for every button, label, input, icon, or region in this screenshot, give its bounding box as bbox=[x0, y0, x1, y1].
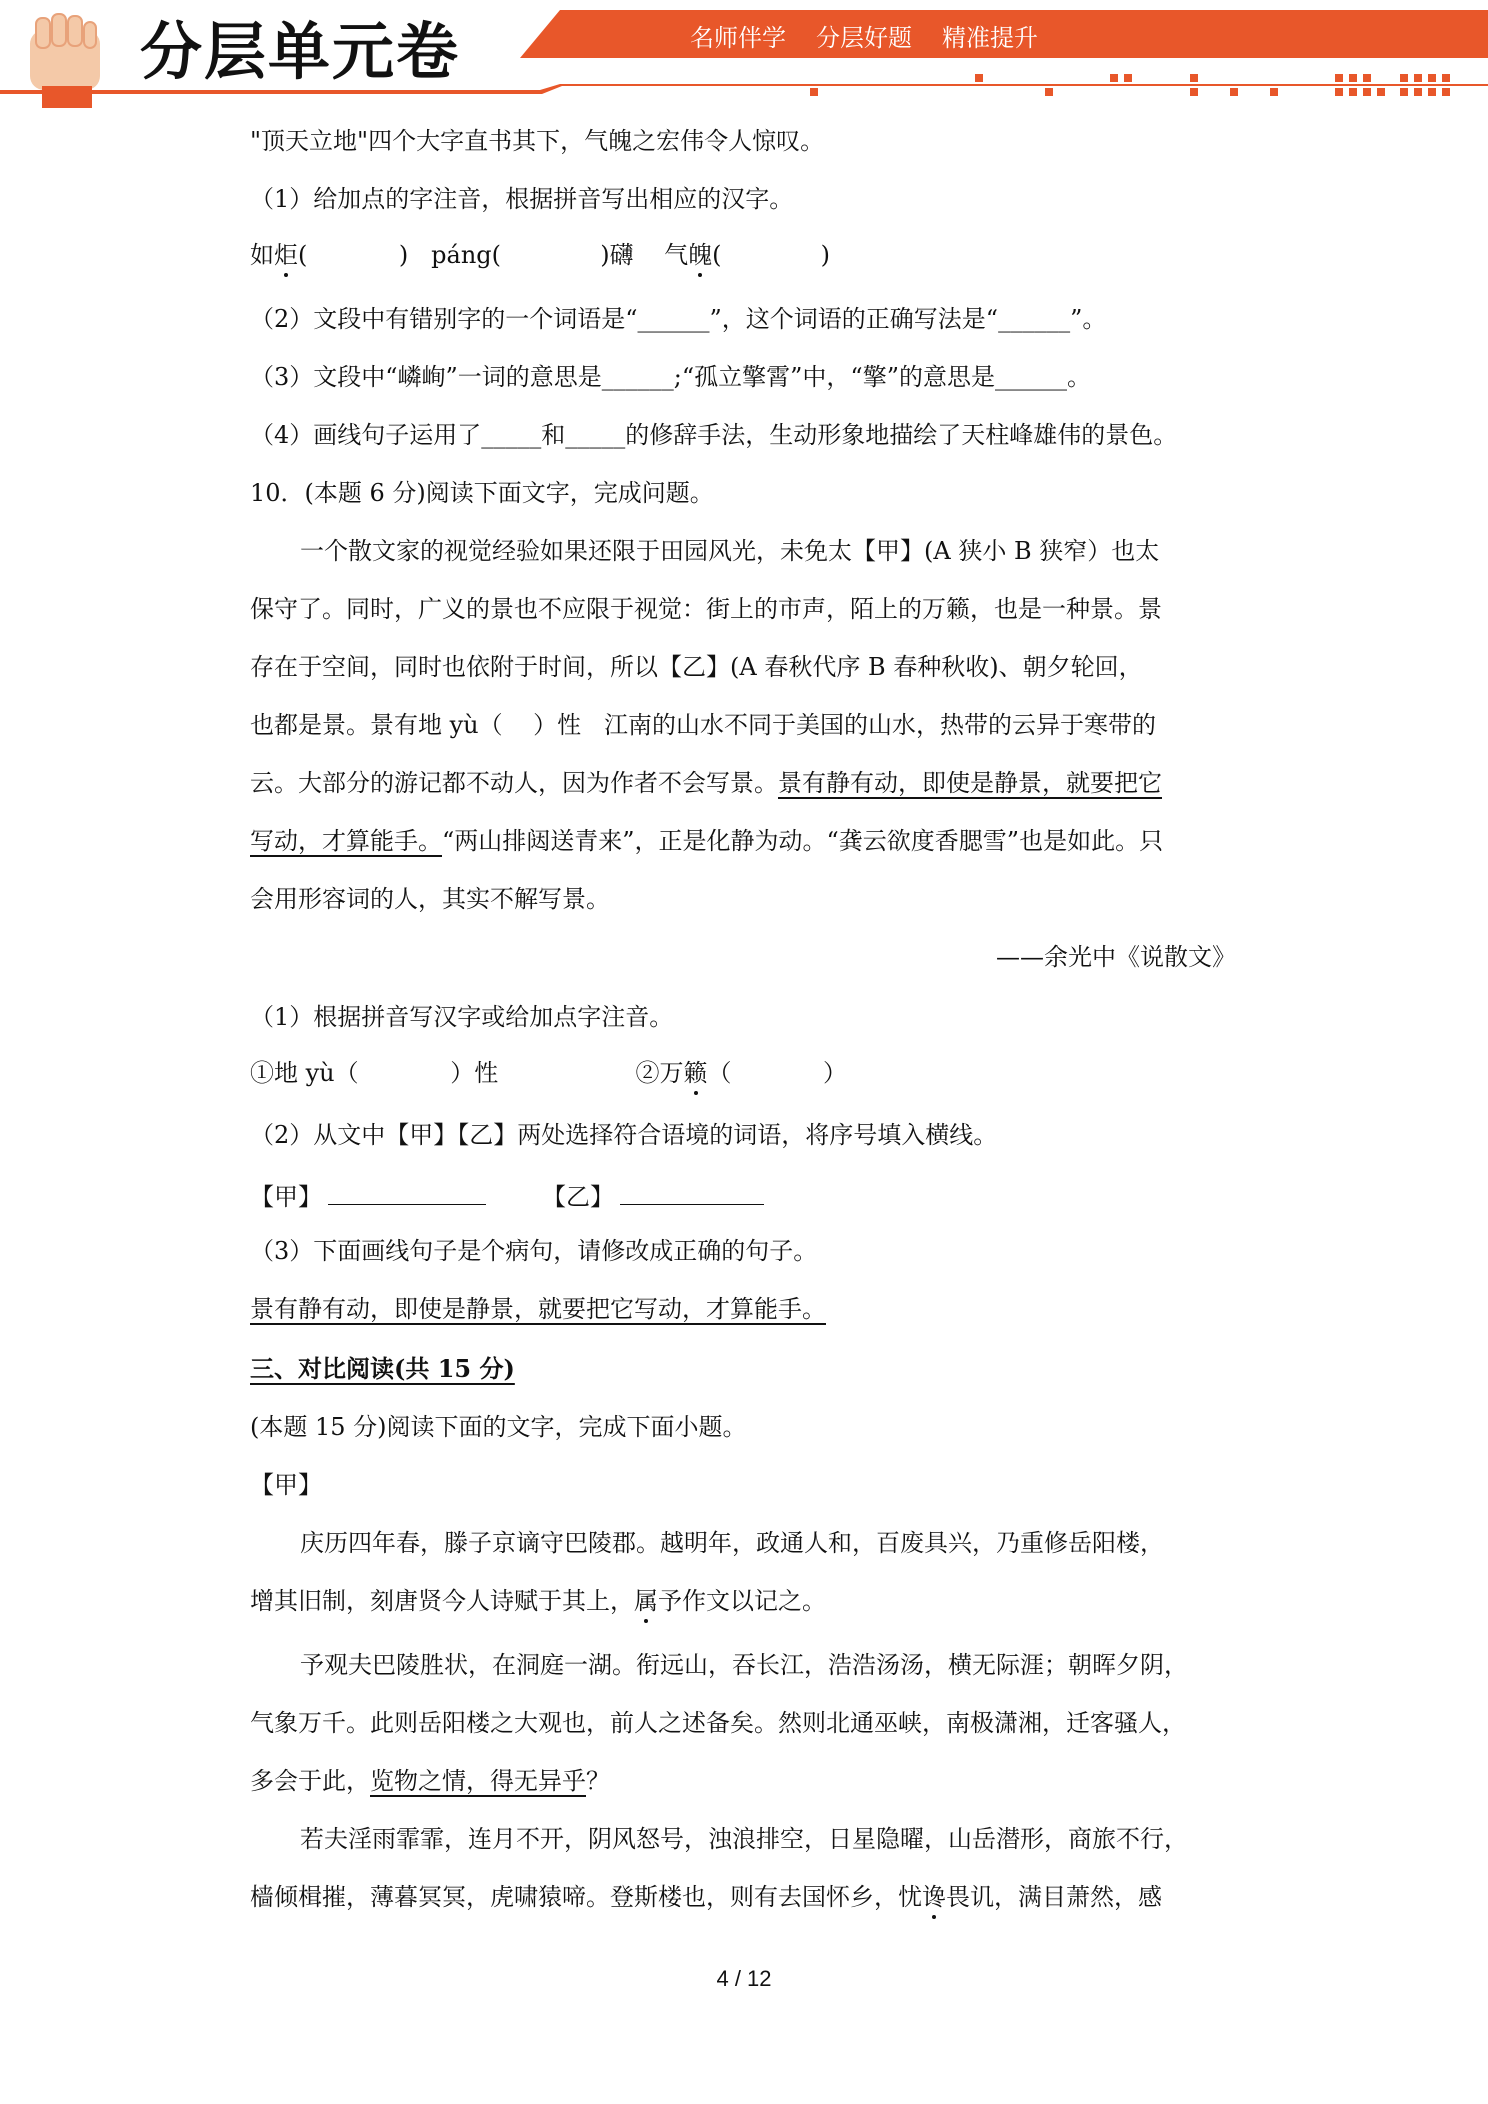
dotted-char: 属 bbox=[634, 1587, 658, 1615]
text-span: ( ) bbox=[712, 241, 830, 269]
passage-line: 保守了。同时，广义的景也不应限于视觉：街上的市声，陌上的万籁，也是一种景。景 bbox=[250, 595, 1162, 623]
text-span: 樯倾楫摧，薄暮冥冥，虎啸猿啼。登斯楼也，则有去国怀乡，忧 bbox=[250, 1883, 922, 1911]
pinyin-blanks-line bbox=[250, 1056, 847, 1090]
text-span: 予作文以记之。 bbox=[658, 1587, 826, 1615]
text-span: “两山排闼送青来”，正是化静为动。“龚云欲度香腮雪”也是如此。只 bbox=[442, 827, 1164, 855]
slogan-2: 分层好题 bbox=[816, 24, 912, 52]
passage-line: 庆历四年春，滕子京谪守巴陵郡。越明年，政通人和，百废具兴，乃重修岳阳楼， bbox=[300, 1529, 1164, 1557]
question-line: （2）文段中有错别字的一个词语是“______”，这个词语的正确写法是“______”。 bbox=[250, 305, 1107, 333]
passage-line bbox=[250, 766, 1162, 800]
answer-blanks-line bbox=[250, 1176, 764, 1214]
text-span: 多会于此， bbox=[250, 1767, 370, 1795]
passage-source: ——余光中《说散文》 bbox=[996, 943, 1236, 971]
yi-label: 【乙】 bbox=[542, 1183, 614, 1211]
text-span: ①地 yù（ ）性 ②万 bbox=[250, 1059, 684, 1087]
dotted-char: 魄 bbox=[688, 241, 713, 269]
passage-line bbox=[250, 1764, 610, 1798]
brand-title: 分层单元卷 bbox=[140, 15, 461, 88]
question-line: （2）从文中【甲】【乙】两处选择符合语境的词语，将序号填入横线。 bbox=[250, 1121, 998, 1149]
passage-line: 也都是景。景有地 yù（ ）性 江南的山水不同于美国的山水，热带的云异于寒带的 bbox=[250, 711, 1157, 739]
underlined-sentence: 览物之情，得无异乎 bbox=[370, 1767, 586, 1795]
text-span: 云。大部分的游记都不动人，因为作者不会写景。 bbox=[250, 769, 778, 797]
passage-line: 气象万千。此则岳阳楼之大观也，前人之述备矣。然则北通巫峡，南极潇湘，迁客骚人， bbox=[250, 1709, 1186, 1737]
dotted-char: 谗 bbox=[922, 1883, 946, 1911]
question-line: （4）画线句子运用了_____和_____的修辞手法，生动形象地描绘了天柱峰雄伟的景色。 bbox=[250, 421, 1178, 449]
question-heading: 10．(本题 6 分)阅读下面文字，完成问题。 bbox=[250, 479, 714, 507]
question-line: （1）根据拼音写汉字或给加点字注音。 bbox=[250, 1003, 674, 1031]
passage-line: 存在于空间，同时也依附于时间，所以【乙】(A 春秋代序 B 春种秋收)、朝夕轮回， bbox=[250, 653, 1143, 681]
passage-line: 若夫淫雨霏霏，连月不开，阴风怒号，浊浪排空，日星隐曜，山岳潜形，商旅不行， bbox=[300, 1825, 1188, 1853]
passage-label: 【甲】 bbox=[250, 1471, 322, 1499]
passage-line bbox=[250, 824, 1163, 858]
underlined-sentence: 写动，才算能手。 bbox=[250, 827, 442, 855]
section-heading: 三、对比阅读(共 15 分) bbox=[250, 1354, 515, 1383]
passage-line: 予观夫巴陵胜状，在洞庭一湖。衔远山，吞长江，浩浩汤汤，横无际涯；朝晖夕阴， bbox=[300, 1651, 1188, 1679]
question-line: （3）下面画线句子是个病句，请修改成正确的句子。 bbox=[250, 1237, 818, 1265]
jia-label: 【甲】 bbox=[250, 1183, 322, 1211]
passage-line bbox=[250, 1584, 826, 1618]
passage-line: 一个散文家的视觉经验如果还限于田园风光，未免太【甲】(A 狭小 B 狭窄）也太 bbox=[300, 537, 1160, 565]
jia-answer-blank[interactable] bbox=[328, 1176, 486, 1205]
pinyin-blanks-line bbox=[250, 238, 830, 272]
text-span: 如 bbox=[250, 241, 274, 269]
underlined-sentence: 景有静有动，即使是静景，就要把它写动，才算能手。 bbox=[250, 1295, 826, 1323]
dotted-char: 炬 bbox=[274, 241, 298, 269]
yi-answer-blank[interactable] bbox=[620, 1176, 764, 1205]
question-line: （1）给加点的字注音，根据拼音写出相应的汉字。 bbox=[250, 185, 794, 213]
question-line: （3）文段中“嶙峋”一词的意思是______;“孤立擎霄”中，“擎”的意思是______。 bbox=[250, 363, 1091, 391]
text-span: 畏讥，满目萧然，感 bbox=[946, 1883, 1162, 1911]
text-span: ？ bbox=[586, 1767, 610, 1795]
text-line: "顶天立地"四个大字直书其下，气魄之宏伟令人惊叹。 bbox=[250, 127, 825, 155]
slogan-3: 精准提升 bbox=[942, 24, 1038, 52]
section-intro: (本题 15 分)阅读下面的文字，完成下面小题。 bbox=[250, 1413, 747, 1441]
passage-line: 会用形容词的人，其实不解写景。 bbox=[250, 885, 610, 913]
slogan-1: 名师伴学 bbox=[690, 24, 786, 52]
page-number: 4 / 12 bbox=[716, 1966, 772, 1991]
header-slogans bbox=[690, 18, 1068, 58]
dotted-char: 籁 bbox=[683, 1059, 708, 1087]
page-header bbox=[0, 0, 1488, 110]
text-span: （ ） bbox=[707, 1059, 848, 1087]
text-span: ( ) páng( )礴 气 bbox=[298, 241, 689, 269]
text-span: 增其旧制，刻唐贤今人诗赋于其上， bbox=[250, 1587, 634, 1615]
underlined-sentence: 景有静有动，即使是静景，就要把它 bbox=[778, 769, 1162, 797]
passage-line bbox=[250, 1880, 1162, 1914]
